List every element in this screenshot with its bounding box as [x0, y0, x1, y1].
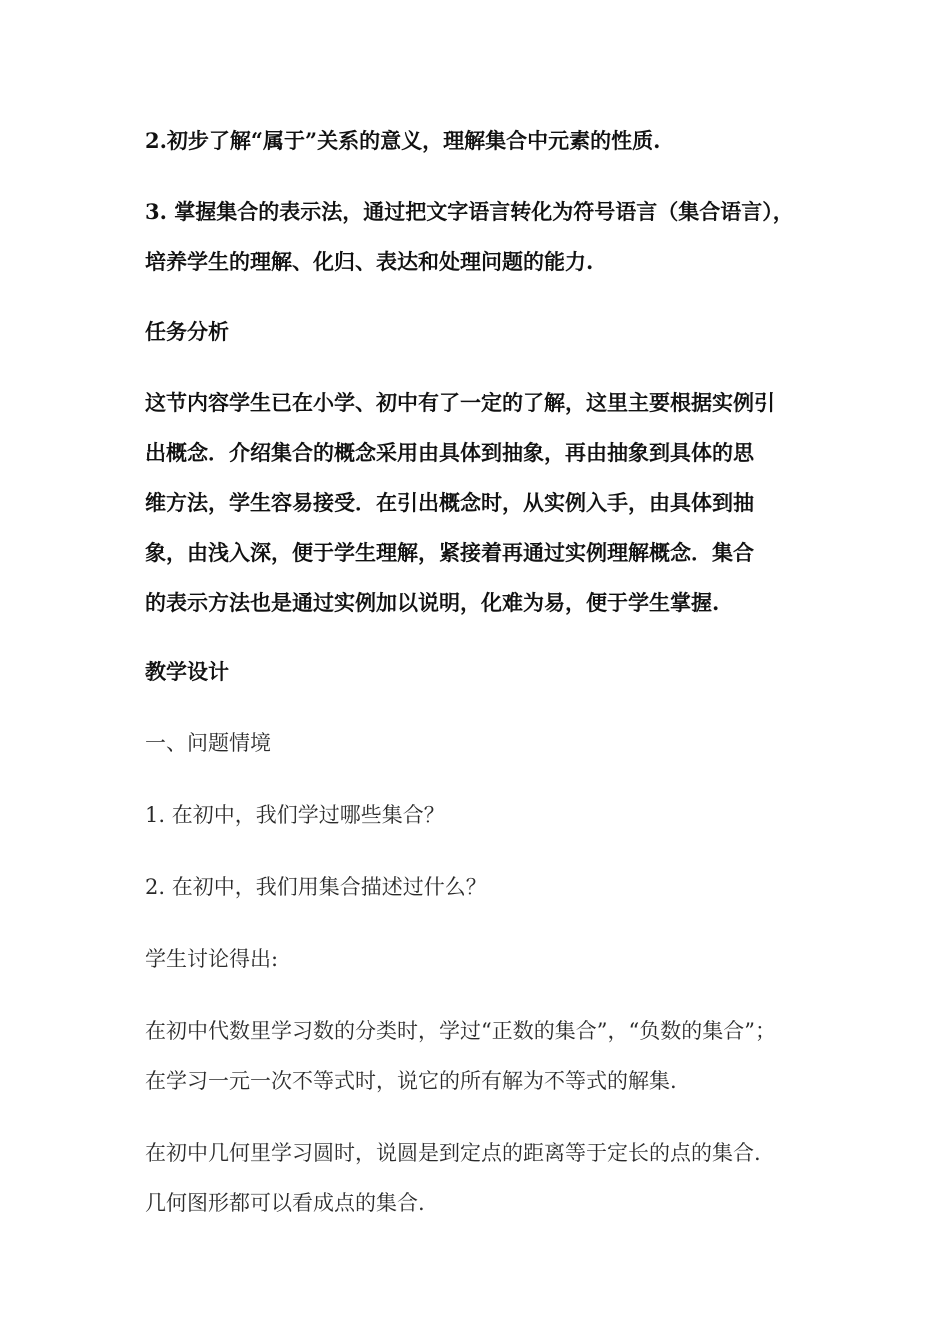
task-analysis-line: 这节内容学生已在小学、初中有了一定的了解，这里主要根据实例引: [145, 390, 775, 415]
answer-1-line-1: 在初中代数里学习数的分类时，学过“正数的集合”，“负数的集合”；: [145, 1019, 776, 1043]
answer-2-line-2: 几何图形都可以看成点的集合.: [145, 1191, 425, 1215]
teaching-design-heading: 教学设计: [145, 659, 229, 684]
answer-1: [145, 1006, 810, 1106]
task-analysis-paragraph: [145, 378, 810, 628]
objective-item-2: 2.初步了解“属于”关系的意义，理解集合中元素的性质.: [145, 128, 661, 153]
question-2: 2. 在初中，我们用集合描述过什么？: [145, 875, 487, 899]
objective-item-3: [145, 187, 810, 287]
answer-1-line-2: 在学习一元一次不等式时，说它的所有解为不等式的解集.: [145, 1069, 677, 1093]
objective-item-3-line-2: 培养学生的理解、化归、表达和处理问题的能力.: [145, 249, 594, 274]
task-analysis-line: 的表示方法也是通过实例加以说明，化难为易，便于学生掌握.: [145, 590, 720, 615]
answer-2: [145, 1128, 810, 1228]
task-analysis-line: 象，由浅入深，便于学生理解，紧接着再通过实例理解概念．集合: [145, 540, 754, 565]
task-analysis-line: 出概念．介绍集合的概念采用由具体到抽象，再由抽象到具体的思: [145, 440, 754, 465]
question-1: 1. 在初中，我们学过哪些集合？: [145, 803, 445, 827]
task-analysis-line: 维方法，学生容易接受．在引出概念时，从实例入手，由具体到抽: [145, 490, 754, 515]
task-analysis-heading: 任务分析: [145, 319, 229, 344]
discussion-lead: 学生讨论得出:: [145, 947, 279, 971]
objective-item-3-line-1: 3. 掌握集合的表示法，通过把文字语言转化为符号语言（集合语言），: [145, 199, 794, 224]
section-1-title: 一、问题情境: [145, 731, 271, 755]
answer-2-line-1: 在初中几何里学习圆时，说圆是到定点的距离等于定长的点的集合.: [145, 1141, 761, 1165]
